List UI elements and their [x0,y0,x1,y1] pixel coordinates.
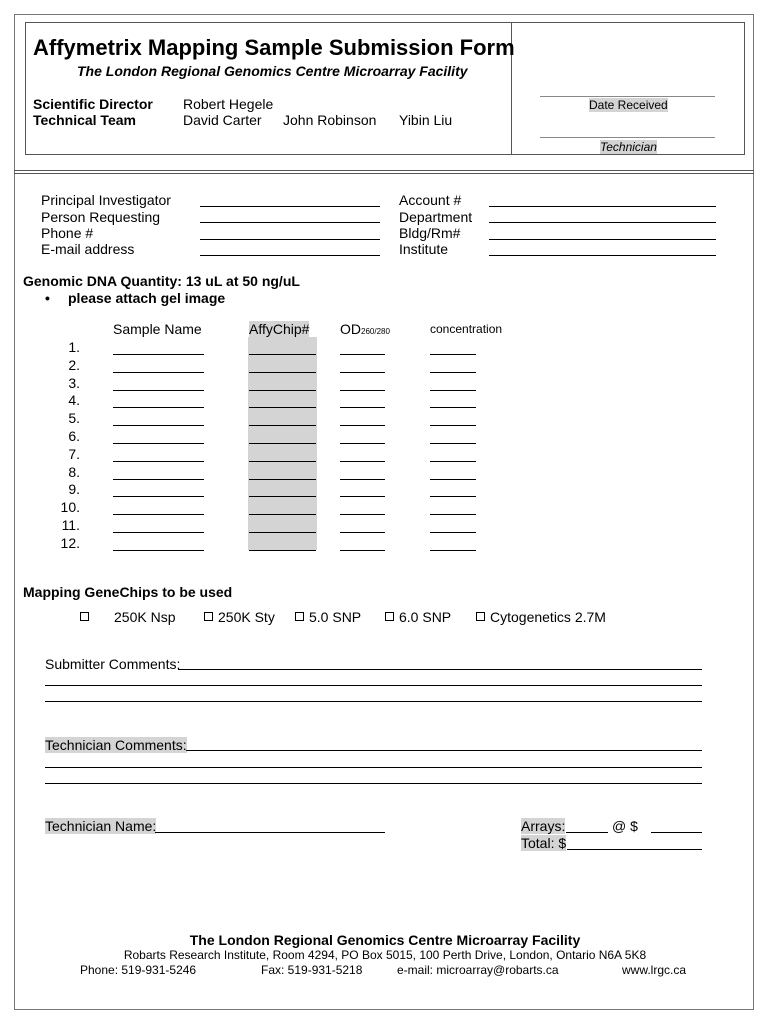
concentration-field[interactable] [430,514,476,515]
checkbox-icon[interactable] [204,612,213,621]
affychip-field[interactable] [249,354,316,355]
sample-row-number: 4. [68,392,80,408]
bldg-rm-field[interactable] [489,239,716,240]
concentration-field[interactable] [430,425,476,426]
genechip-option-cytogenetics[interactable]: Cytogenetics 2.7M [476,609,606,625]
genechip-option-250k-sty[interactable]: 250K Sty [204,609,275,625]
person-requesting-label: Person Requesting [41,209,161,225]
od-field[interactable] [340,514,385,515]
bldg-rm-label: Bldg/Rm# [399,225,461,241]
account-field[interactable] [489,206,716,207]
header-separator [14,170,754,171]
sample-name-field[interactable] [113,354,204,355]
concentration-field[interactable] [430,354,476,355]
submitter-comments-label: Submitter Comments: [45,656,181,672]
institute-field[interactable] [489,255,716,256]
genechip-option-5-snp[interactable]: 5.0 SNP [295,609,361,625]
person-requesting-field[interactable] [200,222,380,223]
footer-fax: Fax: 519-931-5218 [261,963,363,977]
sample-name-field[interactable] [113,425,204,426]
concentration-field[interactable] [430,532,476,533]
technician-comments-label: Technician Comments: [45,737,187,753]
date-received-line[interactable] [540,96,715,97]
affychip-field[interactable] [249,461,316,462]
od-field[interactable] [340,425,385,426]
od-field[interactable] [340,372,385,373]
sample-row-number: 10. [60,499,80,515]
footer-address: Robarts Research Institute, Room 4294, PO Box 5015, 100 Perth Drive, London, Ontario N6A 5K8 [123,948,647,962]
concentration-field[interactable] [430,372,476,373]
footer-website[interactable]: www.lrgc.ca [622,963,687,977]
sample-row-number: 9. [68,481,80,497]
affychip-field[interactable] [249,390,316,391]
affychip-field[interactable] [249,514,316,515]
od-header-subscript: 260/280 [361,327,390,336]
sample-name-field[interactable] [113,479,204,480]
sample-name-field[interactable] [113,461,204,462]
sample-row-number: 1. [68,339,80,355]
affychip-field[interactable] [249,496,316,497]
bullet-symbol: • [45,290,50,306]
sample-row-number: 6. [68,428,80,444]
email-label: E-mail address [41,241,135,257]
gel-image-note: please attach gel image [68,290,226,306]
sample-row-number: 5. [68,410,80,426]
sample-name-field[interactable] [113,496,204,497]
technician-name-label: Technician Name: [45,818,157,834]
account-label: Account # [399,192,462,208]
header-separator [14,173,754,174]
od-field[interactable] [340,461,385,462]
sample-name-field[interactable] [113,550,204,551]
sample-row-number: 12. [60,535,80,551]
od-field[interactable] [340,354,385,355]
technician-label: Technician [600,140,657,154]
department-field[interactable] [489,222,716,223]
email-field[interactable] [200,255,380,256]
technician-comments-field[interactable] [45,767,702,768]
technician-name-field[interactable] [155,832,385,833]
genechip-option-250k-nsp[interactable]: 250K Nsp [80,609,175,625]
sample-row-number: 2. [68,357,80,373]
arrays-label: Arrays: [521,818,566,834]
sample-name-field[interactable] [113,443,204,444]
genechip-option-6-snp[interactable]: 6.0 SNP [385,609,451,625]
genechips-heading: Mapping GeneChips to be used [23,584,233,600]
technical-team-label: Technical Team [33,112,136,128]
scientific-director-label: Scientific Director [33,96,153,112]
od-header: OD [340,321,361,337]
technician-comments-field[interactable] [186,750,702,751]
concentration-field[interactable] [430,479,476,480]
od-field[interactable] [340,496,385,497]
form-subtitle: The London Regional Genomics Centre Microarray Facility [77,63,468,79]
od-field[interactable] [340,390,385,391]
concentration-field[interactable] [430,461,476,462]
principal-investigator-field[interactable] [200,206,380,207]
technician-comments-field[interactable] [45,783,702,784]
sample-name-field[interactable] [113,514,204,515]
submitter-comments-field[interactable] [178,669,702,670]
affychip-field[interactable] [249,479,316,480]
dna-quantity-heading: Genomic DNA Quantity: 13 uL at 50 ng/uL [23,273,300,289]
footer-phone: Phone: 519-931-5246 [80,963,197,977]
footer-email[interactable]: e-mail: microarray@robarts.ca [397,963,559,977]
phone-field[interactable] [200,239,380,240]
submitter-comments-field[interactable] [45,701,702,702]
affychip-field[interactable] [249,443,316,444]
sample-name-field[interactable] [113,390,204,391]
concentration-header: concentration [430,322,503,336]
affychip-field[interactable] [249,550,316,551]
concentration-field[interactable] [430,443,476,444]
total-label: Total: $ [521,835,567,851]
footer-facility: The London Regional Genomics Centre Microarray Facility [189,932,581,948]
checkbox-icon[interactable] [476,612,485,621]
affychip-field[interactable] [249,532,316,533]
sample-name-field[interactable] [113,407,204,408]
affychip-header: AffyChip# [249,321,310,337]
checkbox-icon[interactable] [295,612,304,621]
scientific-director-name: Robert Hegele [183,96,274,112]
sample-row-number: 8. [68,464,80,480]
concentration-field[interactable] [430,407,476,408]
concentration-field[interactable] [430,496,476,497]
technical-team-member: John Robinson [283,112,377,128]
submitter-comments-field[interactable] [45,685,702,686]
page-border [14,14,754,1010]
checkbox-icon[interactable] [385,612,394,621]
price-at-label: @ $ [612,818,638,834]
od-field[interactable] [340,443,385,444]
technical-team-member: David Carter [183,112,262,128]
affychip-field[interactable] [249,407,316,408]
sample-row-number: 7. [68,446,80,462]
sample-row-number: 11. [61,517,80,533]
concentration-field[interactable] [430,390,476,391]
checkbox-icon[interactable] [80,612,89,621]
arrays-count-field[interactable] [566,832,608,833]
sample-name-header: Sample Name [113,321,202,337]
od-field[interactable] [340,550,385,551]
concentration-field[interactable] [430,550,476,551]
institute-label: Institute [399,241,449,257]
form-title: Affymetrix Mapping Sample Submission Form [33,35,515,60]
sample-name-field[interactable] [113,532,204,533]
phone-label: Phone # [41,225,94,241]
sample-row-number: 3. [68,375,80,391]
total-field[interactable] [567,849,702,850]
date-received-label: Date Received [589,98,668,112]
sample-name-field[interactable] [113,372,204,373]
price-field[interactable] [651,832,702,833]
department-label: Department [399,209,473,225]
affychip-field[interactable] [249,425,316,426]
affychip-field[interactable] [249,372,316,373]
technician-line[interactable] [540,137,715,138]
od-field[interactable] [340,407,385,408]
od-field[interactable] [340,479,385,480]
od-field[interactable] [340,532,385,533]
technical-team-member: Yibin Liu [399,112,453,128]
principal-investigator-label: Principal Investigator [41,192,171,208]
